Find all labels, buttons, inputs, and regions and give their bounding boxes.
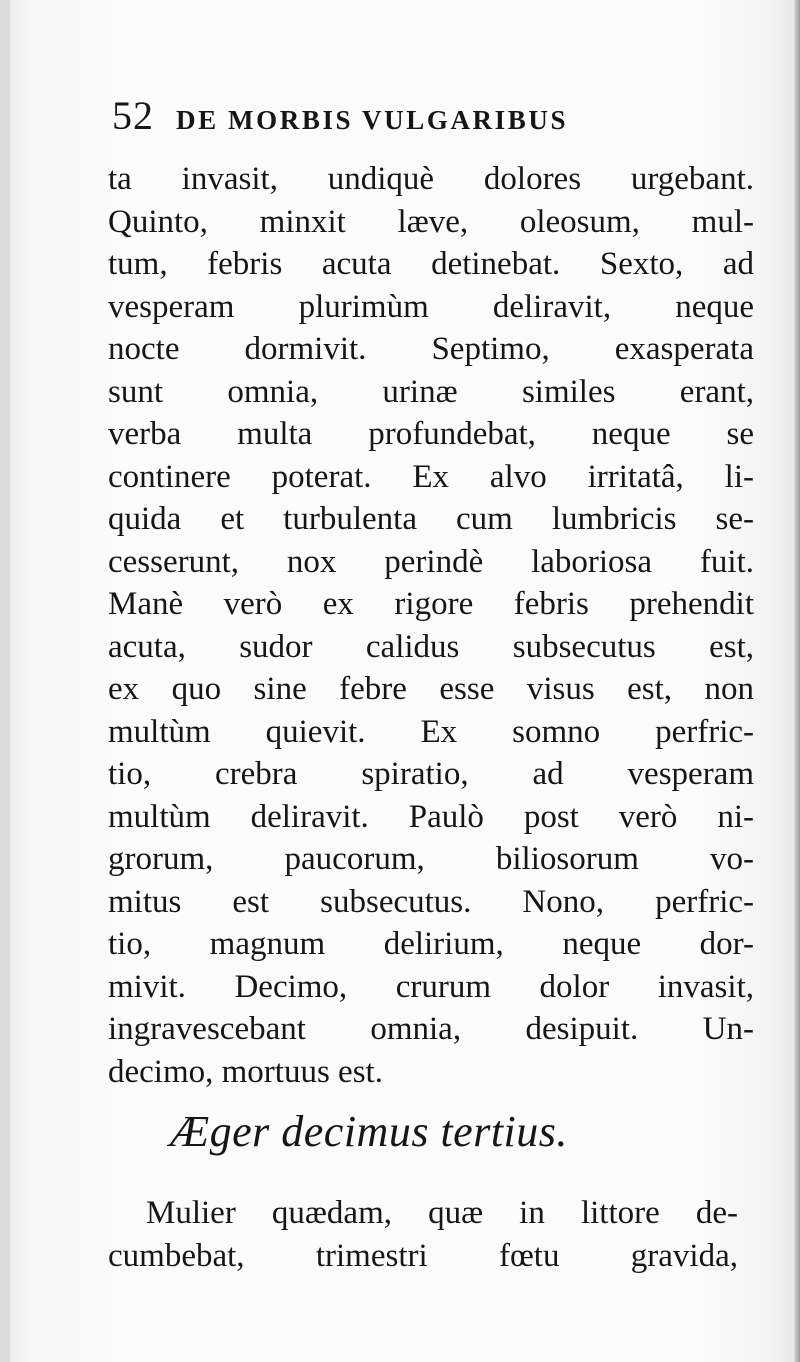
paragraph-2 <box>108 1192 738 1277</box>
section-heading: Æger decimus tertius. <box>170 1107 568 1156</box>
running-head-title: DE MORBIS VULGARIBUS <box>176 105 569 135</box>
page-number: 52 <box>112 93 154 138</box>
text-line: acuta, sudor calidus subsecutus est, <box>108 628 754 665</box>
paragraph-1 <box>108 158 754 1093</box>
text-line: grorum, paucorum, biliosorum vo- <box>108 841 754 877</box>
page-edge-shadow <box>794 0 800 1362</box>
page-gutter-shadow <box>0 0 10 1362</box>
text-line: cumbebat, trimestri fœtu gravida, <box>108 1237 738 1274</box>
text-line: nocte dormivit. Septimo, exasperata <box>108 331 754 367</box>
text-line: tum, febris acuta detinebat. Sexto, ad <box>108 246 754 282</box>
text-line: mivit. Decimo, crurum dolor invasit, <box>108 968 754 1005</box>
running-head <box>112 92 732 142</box>
text-line: tio, magnum delirium, neque dor- <box>108 926 754 962</box>
text-line: vesperam plurimùm deliravit, neque <box>108 288 754 325</box>
text-line: continere poterat. Ex alvo irritatâ, li- <box>108 458 754 495</box>
text-line: ingravescebant omnia, desipuit. Un- <box>108 1011 754 1047</box>
text-line: Mulier quædam, quæ in littore de- <box>146 1195 738 1231</box>
text-line: tio, crebra spiratio, ad vesperam <box>108 756 754 792</box>
text-line: ta invasit, undiquè dolores urgebant. <box>108 161 754 197</box>
text-line: verba multa profundebat, neque se <box>108 416 754 452</box>
text-line: multùm quievit. Ex somno perfric- <box>108 713 754 750</box>
text-line: sunt omnia, urinæ similes erant, <box>108 373 754 410</box>
text-line: mitus est subsecutus. Nono, perfric- <box>108 883 754 920</box>
text-line: multùm deliravit. Paulò post verò ni- <box>108 798 754 835</box>
text-line: cesserunt, nox perindè laboriosa fuit. <box>108 543 754 580</box>
text-line: ex quo sine febre esse visus est, non <box>108 671 754 707</box>
text-line: Manè verò ex rigore febris prehendit <box>108 586 754 622</box>
text-line: Quinto, minxit læve, oleosum, mul- <box>108 203 754 240</box>
text-line: decimo, mortuus est. <box>108 1053 383 1090</box>
text-line: quida et turbulenta cum lumbricis se- <box>108 501 754 537</box>
